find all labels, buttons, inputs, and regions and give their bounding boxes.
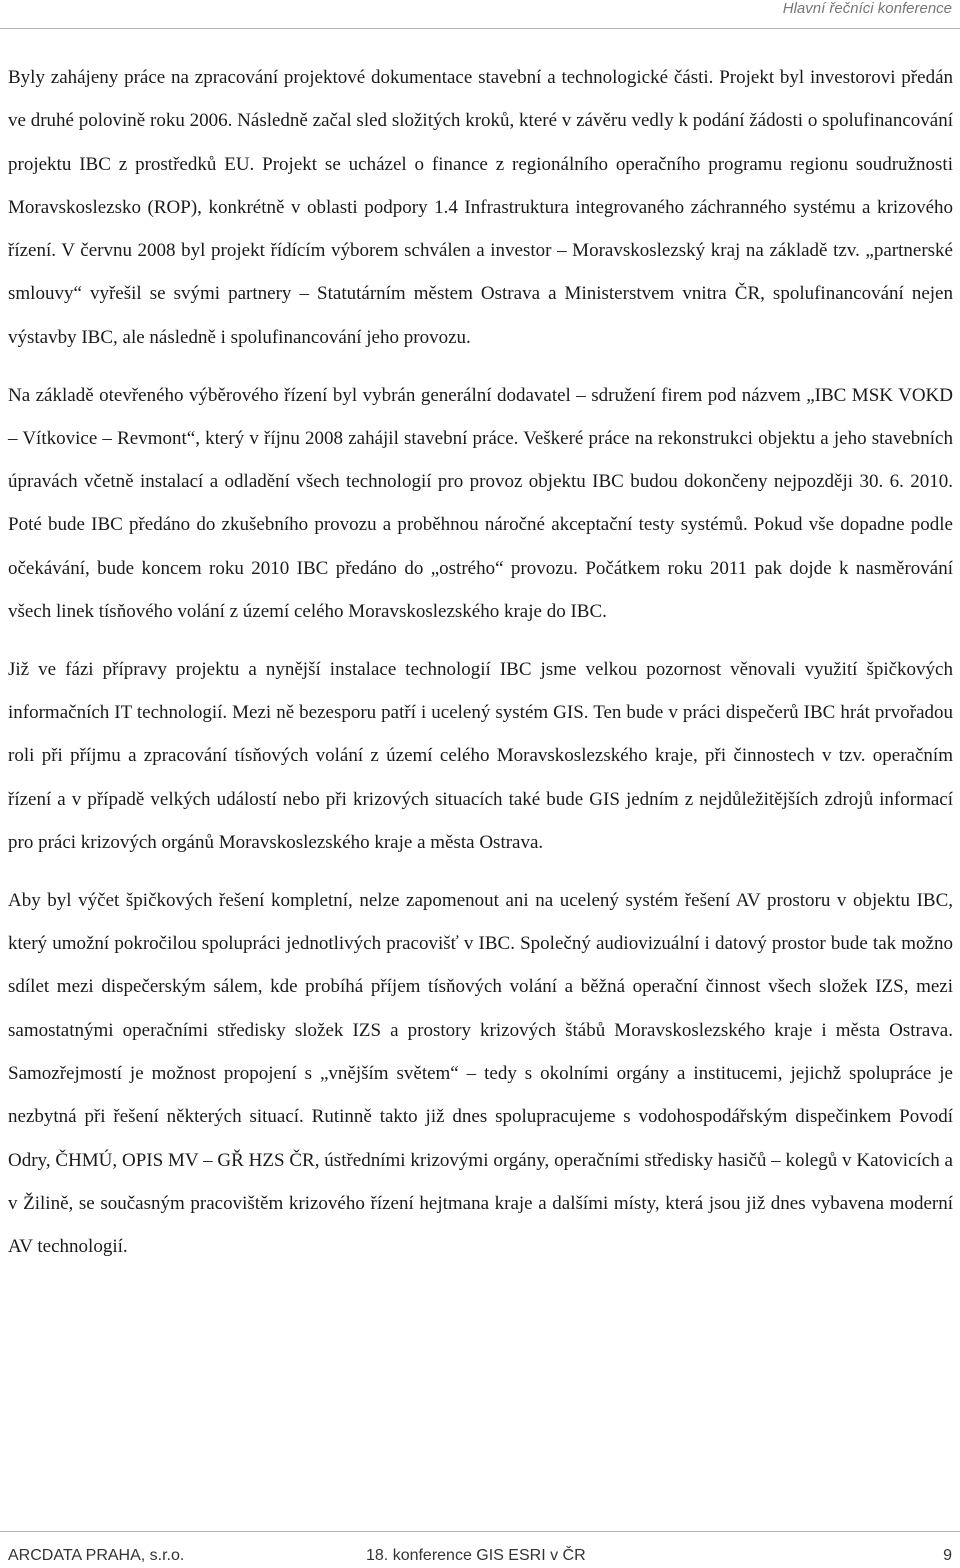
paragraph-av-technology: Aby byl výčet špičkových řešení kompletní, nelze zapomenout ani na ucelený systém řešení AV prostoru v objektu IBC, který umožní pokročilou spolupráci jednotlivých pracovišť v IBC. Společný audiovizuální i datový prostor bude tak možno sdílet mezi dispečerským sálem, kde probíhá příjem tísňových volání a běžná operační činnost všech složek IZS, mezi samostatnými operačními středisky složek IZS a prostory krizových štábů Moravskoslezského kraje i města Ostrava. Samozřejmostí je možnost propojení s „vnějším světem“ – tedy s okolními orgány a institucemi, jejichž spolupráce je nezbytná při řešení některých situací. Rutinně takto již dnes spolupracujeme s vodohospodářským dispečinkem Povodí Odry, ČHMÚ, OPIS MV – GŘ HZS ČR, ústředními krizovými orgány, operačními středisky hasičů – kolegů v Katovicích a v Žilině, se současným pracovištěm krizového řízení hejtmana kraje a dalšími místy, která jsou již dnes vybavena moderní AV technologií. <box>8 889 953 1258</box>
paragraph-contractor: Na základě otevřeného výběrového řízení byl vybrán generální dodavatel – sdružení firem pod názvem „IBC MSK VOKD – Vítkovice – Revmont“, který v říjnu 2008 zahájil stavební práce. Veškeré práce na rekonstrukci objektu a jeho stavebních úpravách včetně instalací a odladění všech technologií pro provoz objektu IBC budou dokončeny nejpozději 30. 6. 2010. Poté bude IBC předáno do zkušebního provozu a proběhnou náročné akceptační testy systémů. Pokud vše dopadne podle očekávání, bude koncem roku 2010 IBC předáno do „ostrého“ provozu. Počátkem roku 2011 pak dojde k nasměrování všech linek tísňového volání z území celého Moravskoslezského kraje do IBC. <box>8 384 953 623</box>
header-divider <box>0 28 960 29</box>
paragraph-project-history: Byly zahájeny práce na zpracování projektové dokumentace stavební a technologické části. Projekt byl investorovi předán ve druhé polovině roku 2006. Následně začal sled složitých kroků, které v závěru vedly k podání žádosti o spolufinancování projektu IBC z prostředků EU. Projekt se ucházel o finance z regionálního operačního programu regionu soudružnosti Moravskoslezsko (ROP), konkrétně v oblasti podpory 1.4 Infrastruktura integrovaného záchranného systému a krizového řízení. V červnu 2008 byl projekt řídícím výborem schválen a investor – Moravskoslezský kraj na základě tzv. „partnerské smlouvy“ vyřešil se svými partnery – Statutárním městem Ostrava a Ministerstvem vnitra ČR, spolufinancování nejen výstavby IBC, ale následně i spolufinancování jeho provozu. <box>8 67 953 348</box>
footer-divider <box>0 1531 960 1532</box>
running-header-title: Hlavní řečníci konference <box>782 0 952 17</box>
footer-page-number: 9 <box>943 1547 952 1564</box>
paragraph-gis: Již ve fázi přípravy projektu a nynější instalace technologií IBC jsme velkou pozornost věnovali využití špičkových informačních IT technologií. Mezi ně bezesporu patří i ucelený systém GIS. Ten bude v práci dispečerů IBC hrát prvořadou roli při příjmu a zpracování tísňových volání z území celého Moravskoslezského kraje, při činnostech v tzv. operačním řízení a v případě velkých událostí nebo při krizových situacích také bude GIS jedním z nejdůležitějších zdrojů informací pro práci krizových orgánů Moravskoslezského kraje a města Ostrava. <box>8 658 953 854</box>
footer-conference: 18. konference GIS ESRI v ČR <box>366 1547 586 1564</box>
article-body <box>8 56 953 1269</box>
footer-company: ARCDATA PRAHA, s.r.o. <box>8 1547 185 1564</box>
